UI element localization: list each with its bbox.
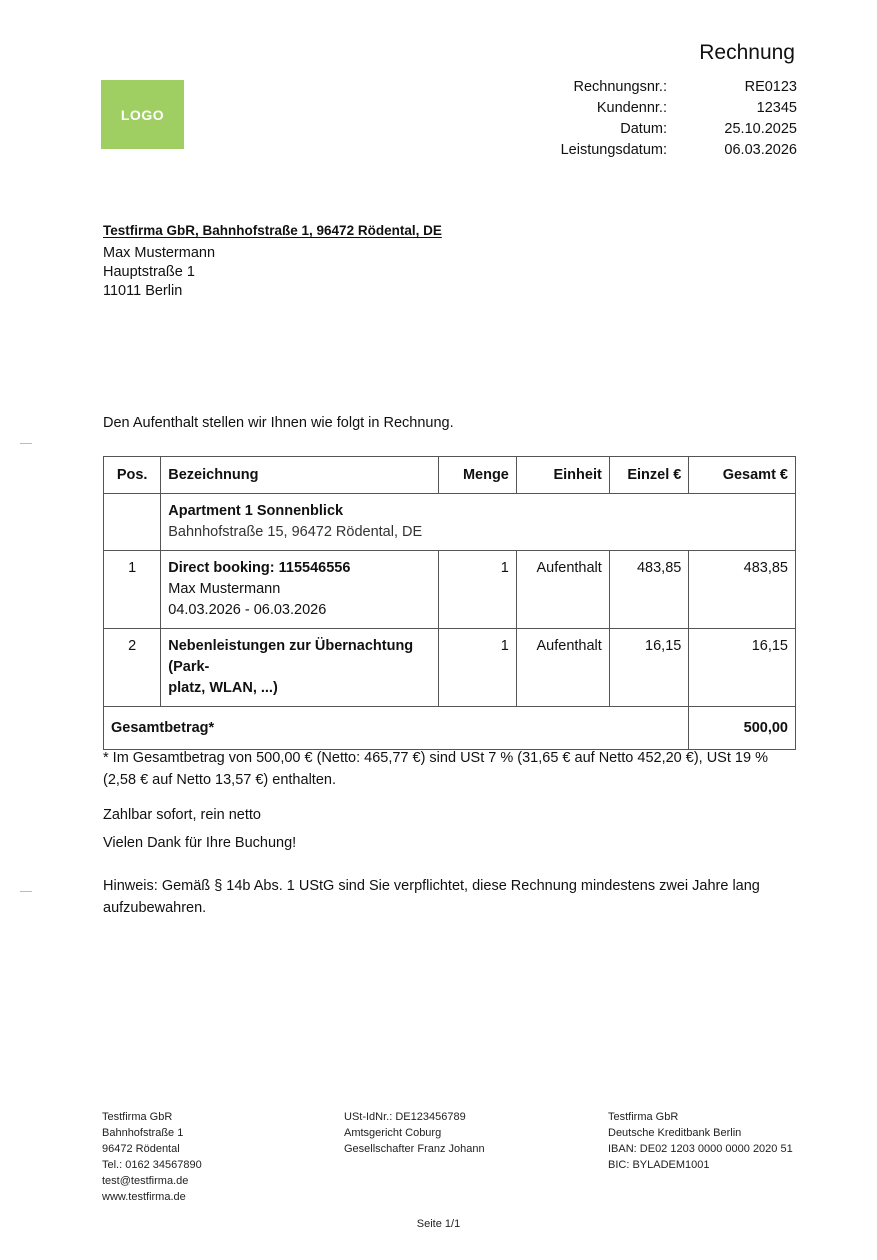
footer-line: Tel.: 0162 34567890 xyxy=(102,1159,202,1171)
footer-line: test@testfirma.de xyxy=(102,1175,189,1187)
row-gesamt: 483,85 xyxy=(689,551,796,629)
fold-mark xyxy=(20,443,32,444)
row-title: Nebenleistungen zur Übernachtung (Park- xyxy=(168,638,414,675)
footer-line: Deutsche Kreditbank Berlin xyxy=(608,1127,742,1139)
group-address: Bahnhofstraße 15, 96472 Rödental, DE xyxy=(168,524,423,540)
footer-line: Testfirma GbR xyxy=(608,1111,679,1123)
meta-label: Rechnungsnr.: xyxy=(573,78,667,95)
header-einheit: Einheit xyxy=(516,457,609,494)
header-menge: Menge xyxy=(439,457,517,494)
recipient-name: Max Mustermann xyxy=(103,245,216,261)
invoice-items-table xyxy=(103,456,796,750)
meta-value: 06.03.2026 xyxy=(724,141,797,158)
footer-line: USt-IdNr.: DE123456789 xyxy=(344,1111,466,1123)
footer-company-info xyxy=(102,1109,202,1205)
meta-row-customer-number xyxy=(467,97,797,118)
footer-line: www.testfirma.de xyxy=(102,1191,186,1203)
footer-line: Testfirma GbR xyxy=(102,1111,173,1123)
footer-line: Amtsgericht Coburg xyxy=(344,1127,442,1139)
table-group-row xyxy=(104,494,796,551)
row-gesamt: 16,15 xyxy=(689,629,796,707)
tax-note-line: * Im Gesamtbetrag von 500,00 € (Netto: 465,77 €) sind USt 7 % (31,65 € auf Netto 452,20 €), USt 19 % xyxy=(103,750,768,766)
table-header-row xyxy=(104,457,796,494)
fold-mark xyxy=(20,891,32,892)
row-menge: 1 xyxy=(439,551,517,629)
document-title: Rechnung xyxy=(699,41,795,64)
table-row xyxy=(104,629,796,707)
row-einheit: Aufenthalt xyxy=(516,551,609,629)
footer-line: IBAN: DE02 1203 0000 0000 2020 51 xyxy=(608,1143,793,1155)
recipient-street: Hauptstraße 1 xyxy=(103,264,195,280)
invoice-meta xyxy=(467,76,797,160)
retention-hint xyxy=(103,875,803,919)
row-title: Direct booking: 115546556 xyxy=(168,560,351,576)
meta-label: Kundennr.: xyxy=(596,99,667,116)
meta-value: RE0123 xyxy=(744,78,797,95)
meta-label: Leistungsdatum: xyxy=(560,141,667,158)
recipient-address xyxy=(103,244,215,301)
meta-row-date xyxy=(467,118,797,139)
footer-bank-info xyxy=(608,1109,793,1173)
row-title-cont: platz, WLAN, ...) xyxy=(168,680,278,696)
row-pos: 1 xyxy=(104,551,161,629)
tax-note xyxy=(103,747,803,791)
footer-line: Gesellschafter Franz Johann xyxy=(344,1143,485,1155)
payment-terms: Zahlbar sofort, rein netto xyxy=(103,807,261,823)
meta-label: Datum: xyxy=(620,120,667,137)
table-row xyxy=(104,551,796,629)
hint-line: Hinweis: Gemäß § 14b Abs. 1 UStG sind Sie verpflichtet, diese Rechnung mindestens zwei Jahre lang xyxy=(103,878,760,894)
row-period: 04.03.2026 - 06.03.2026 xyxy=(168,602,327,618)
group-pos-cell xyxy=(104,494,161,551)
row-menge: 1 xyxy=(439,629,517,707)
footer-line: Bahnhofstraße 1 xyxy=(102,1127,184,1139)
header-gesamt: Gesamt € xyxy=(689,457,796,494)
sender-address-line: Testfirma GbR, Bahnhofstraße 1, 96472 Rödental, DE xyxy=(103,223,442,238)
meta-value: 25.10.2025 xyxy=(724,120,797,137)
row-einzel: 483,85 xyxy=(609,551,689,629)
intro-text: Den Aufenthalt stellen wir Ihnen wie folgt in Rechnung. xyxy=(103,415,454,431)
recipient-city: 11011 Berlin xyxy=(103,283,183,299)
company-logo: LOGO xyxy=(101,80,184,149)
total-value: 500,00 xyxy=(689,707,796,750)
header-pos: Pos. xyxy=(104,457,161,494)
row-einheit: Aufenthalt xyxy=(516,629,609,707)
hint-line: aufzubewahren. xyxy=(103,900,207,916)
page-number: Seite 1/1 xyxy=(416,1218,461,1230)
group-cell xyxy=(161,494,796,551)
row-guest: Max Mustermann xyxy=(168,581,281,597)
group-title: Apartment 1 Sonnenblick xyxy=(168,503,344,519)
meta-row-invoice-number xyxy=(467,76,797,97)
footer-legal-info xyxy=(344,1109,485,1157)
header-bezeichnung: Bezeichnung xyxy=(161,457,439,494)
row-description xyxy=(161,551,439,629)
row-description xyxy=(161,629,439,707)
footer-line: 96472 Rödental xyxy=(102,1143,180,1155)
tax-note-line: (2,58 € auf Netto 13,57 €) enthalten. xyxy=(103,772,336,788)
thanks-text: Vielen Dank für Ihre Buchung! xyxy=(103,835,297,851)
header-einzel: Einzel € xyxy=(609,457,689,494)
footer-line: BIC: BYLADEM1001 xyxy=(608,1159,710,1171)
meta-value: 12345 xyxy=(756,99,797,116)
row-einzel: 16,15 xyxy=(609,629,689,707)
meta-row-service-date xyxy=(467,139,797,160)
total-label: Gesamtbetrag* xyxy=(104,707,689,750)
row-pos: 2 xyxy=(104,629,161,707)
table-total-row xyxy=(104,707,796,750)
